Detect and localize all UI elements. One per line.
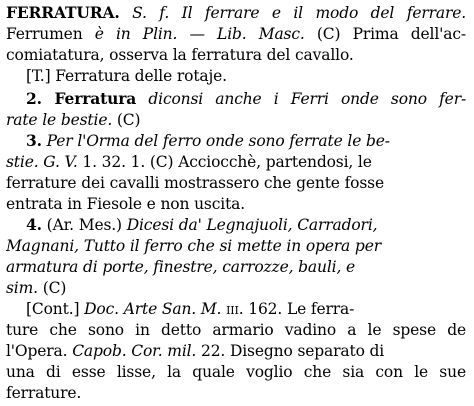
- entry-line: [26, 88, 466, 110]
- entry-text: (C): [112, 111, 141, 129]
- entry-line: [6, 340, 384, 362]
- entry-line: [6, 172, 384, 194]
- entry-italic-text: Per l'Orma del ferro onde sono ferrate le be-: [46, 132, 390, 150]
- entry-line: [6, 2, 466, 24]
- entry-italic-text: è in Plin.: [94, 25, 178, 43]
- entry-italic-text: diconsi anche i Ferri onde sono fer-: [148, 90, 467, 108]
- entry-text: ture che sono in detto armario vadino a le spese de: [6, 321, 466, 339]
- entry-bold-text: FERRATURA.: [6, 3, 120, 22]
- entry-text: [136, 90, 148, 108]
- entry-italic-text: Capob. Cor. mil.: [72, 342, 197, 360]
- entry-bold-text: 2. Ferratura: [26, 89, 137, 108]
- entry-italic-text: S. f. Il ferrare e il modo del ferrare.: [132, 4, 467, 22]
- entry-text: l'Opera.: [6, 342, 73, 360]
- entry-line: [6, 361, 466, 383]
- entry-text: . 162. Le ferra-: [238, 300, 355, 318]
- entry-text: entrata in Fiesole e non uscita.: [6, 195, 246, 213]
- entry-italic-text: stie. G. V.: [6, 153, 78, 171]
- entry-line: [6, 109, 140, 131]
- entry-line: [6, 319, 466, 341]
- entry-line: [6, 44, 354, 66]
- entry-text: comiatatura, osserva la ferratura del cavallo.: [6, 46, 354, 64]
- entry-text: (C): [37, 279, 67, 297]
- entry-line: [26, 214, 377, 236]
- entry-text: [Cont.]: [26, 300, 85, 318]
- entry-text: ferrature dei cavalli mostrassero che gente fosse: [6, 174, 384, 192]
- entry-line: [6, 235, 381, 257]
- entry-line: [26, 298, 354, 320]
- entry-italic-text: Dicesi da' Legnajuoli, Carradori,: [126, 216, 378, 234]
- entry-line: [6, 277, 66, 299]
- entry-italic-text: Doc. Arte San. M.: [84, 300, 222, 318]
- entry-italic-text: rate le bestie.: [6, 111, 113, 129]
- entry-line: [26, 130, 390, 152]
- entry-text: —: [177, 25, 218, 43]
- entry-italic-text: armatura di porte, finestre, carrozze, bauli, e: [6, 258, 356, 276]
- entry-text: [120, 4, 133, 22]
- entry-italic-text: sim.: [6, 279, 38, 297]
- entry-italic-text: Magnani, Tutto il ferro che si mette in opera per: [6, 237, 381, 255]
- entry-text: Ferrumen: [6, 25, 95, 43]
- entry-text: (Ar. Mes.): [41, 216, 127, 234]
- entry-bold-text: 3.: [26, 131, 42, 150]
- entry-line: [6, 23, 466, 45]
- entry-text: 22. Disegno separato di: [196, 342, 385, 360]
- entry-text: [T.] Ferratura delle rotaje.: [26, 67, 227, 85]
- entry-bold-text: 4.: [26, 215, 42, 234]
- entry-line: [26, 65, 227, 87]
- entry-line: [6, 382, 81, 404]
- entry-text: (C) Prima dell'ac-: [304, 25, 466, 43]
- entry-line: [6, 193, 245, 215]
- entry-smallcaps-text: iii: [226, 300, 239, 318]
- entry-italic-text: Lib. Masc.: [217, 25, 305, 43]
- entry-line: [6, 151, 372, 173]
- entry-text: ferrature.: [6, 384, 82, 402]
- entry-text: una di esse lisse, la quale voglio che sia con le sue: [6, 363, 466, 381]
- entry-line: [6, 256, 355, 278]
- entry-text: 1. 32. 1. (C) Acciocchè, partendosi, le: [77, 153, 372, 171]
